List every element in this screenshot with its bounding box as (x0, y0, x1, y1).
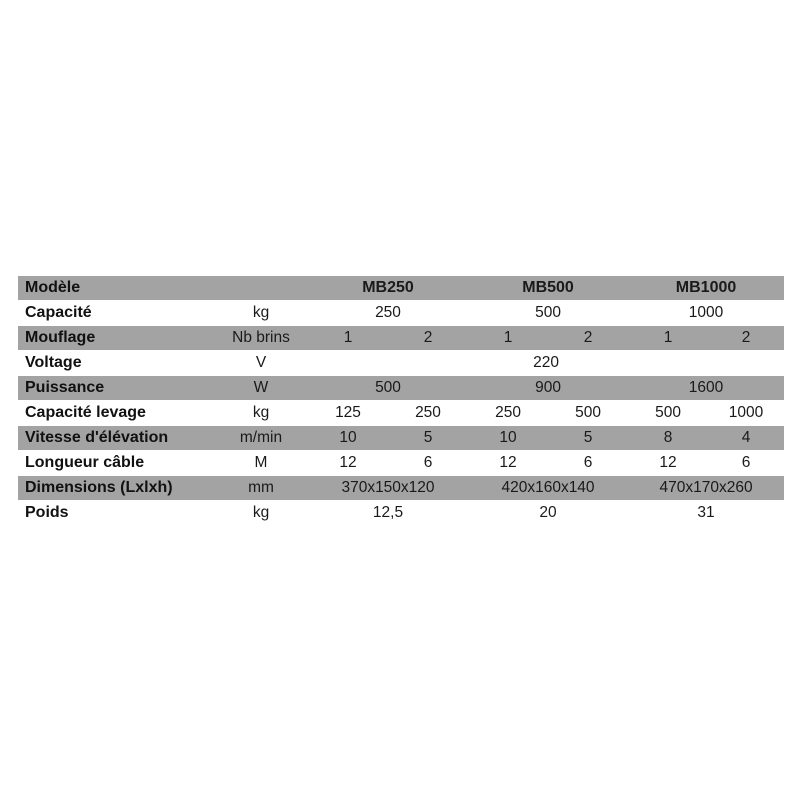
value-cell: 1 (628, 326, 708, 350)
value-cell: 6 (708, 451, 784, 475)
model-label: Modèle (18, 276, 214, 300)
row-capacite-levage (18, 401, 784, 425)
value-cell: 6 (548, 451, 628, 475)
row-label: Poids (18, 501, 214, 525)
row-vitesse-elevation (18, 426, 784, 450)
row-unit: m/min (214, 426, 308, 450)
value-cell: 5 (388, 426, 468, 450)
value-cell: 125 (308, 401, 388, 425)
row-capacite (18, 301, 784, 325)
row-puissance (18, 376, 784, 400)
spec-table (18, 275, 784, 526)
value-cell: 1600 (628, 376, 784, 400)
row-unit: Nb brins (214, 326, 308, 350)
value-cell: 1000 (708, 401, 784, 425)
value-cell: 500 (468, 301, 628, 325)
value-cell: 2 (388, 326, 468, 350)
value-cell: 1000 (628, 301, 784, 325)
value-cell: 1 (308, 326, 388, 350)
header-row (18, 276, 784, 300)
value-cell: 2 (548, 326, 628, 350)
value-cell: 31 (628, 501, 784, 525)
row-label: Vitesse d'élévation (18, 426, 214, 450)
value-cell: 1 (468, 326, 548, 350)
model-mb1000: MB1000 (628, 276, 784, 300)
value-cell: 500 (628, 401, 708, 425)
value-cell: 10 (308, 426, 388, 450)
row-unit: mm (214, 476, 308, 500)
row-unit: M (214, 451, 308, 475)
row-label: Mouflage (18, 326, 214, 350)
value-cell: 250 (468, 401, 548, 425)
value-cell: 5 (548, 426, 628, 450)
row-unit: kg (214, 401, 308, 425)
value-cell: 220 (308, 351, 784, 375)
row-label: Capacité (18, 301, 214, 325)
row-unit: kg (214, 501, 308, 525)
row-unit: kg (214, 301, 308, 325)
value-cell: 12 (628, 451, 708, 475)
row-label: Capacité levage (18, 401, 214, 425)
value-cell: 6 (388, 451, 468, 475)
value-cell: 12 (308, 451, 388, 475)
row-mouflage (18, 326, 784, 350)
row-unit: W (214, 376, 308, 400)
row-longueur-cable (18, 451, 784, 475)
value-cell: 470x170x260 (628, 476, 784, 500)
value-cell: 250 (308, 301, 468, 325)
row-voltage (18, 351, 784, 375)
value-cell: 12,5 (308, 501, 468, 525)
value-cell: 8 (628, 426, 708, 450)
row-unit: V (214, 351, 308, 375)
value-cell: 10 (468, 426, 548, 450)
value-cell: 500 (308, 376, 468, 400)
value-cell: 4 (708, 426, 784, 450)
row-poids (18, 501, 784, 525)
unit-cell-empty (214, 276, 308, 300)
row-label: Puissance (18, 376, 214, 400)
row-label: Voltage (18, 351, 214, 375)
row-dimensions (18, 476, 784, 500)
value-cell: 500 (548, 401, 628, 425)
value-cell: 2 (708, 326, 784, 350)
value-cell: 370x150x120 (308, 476, 468, 500)
value-cell: 250 (388, 401, 468, 425)
row-label: Longueur câble (18, 451, 214, 475)
value-cell: 20 (468, 501, 628, 525)
value-cell: 12 (468, 451, 548, 475)
model-mb500: MB500 (468, 276, 628, 300)
model-mb250: MB250 (308, 276, 468, 300)
row-label: Dimensions (Lxlxh) (18, 476, 214, 500)
value-cell: 420x160x140 (468, 476, 628, 500)
value-cell: 900 (468, 376, 628, 400)
